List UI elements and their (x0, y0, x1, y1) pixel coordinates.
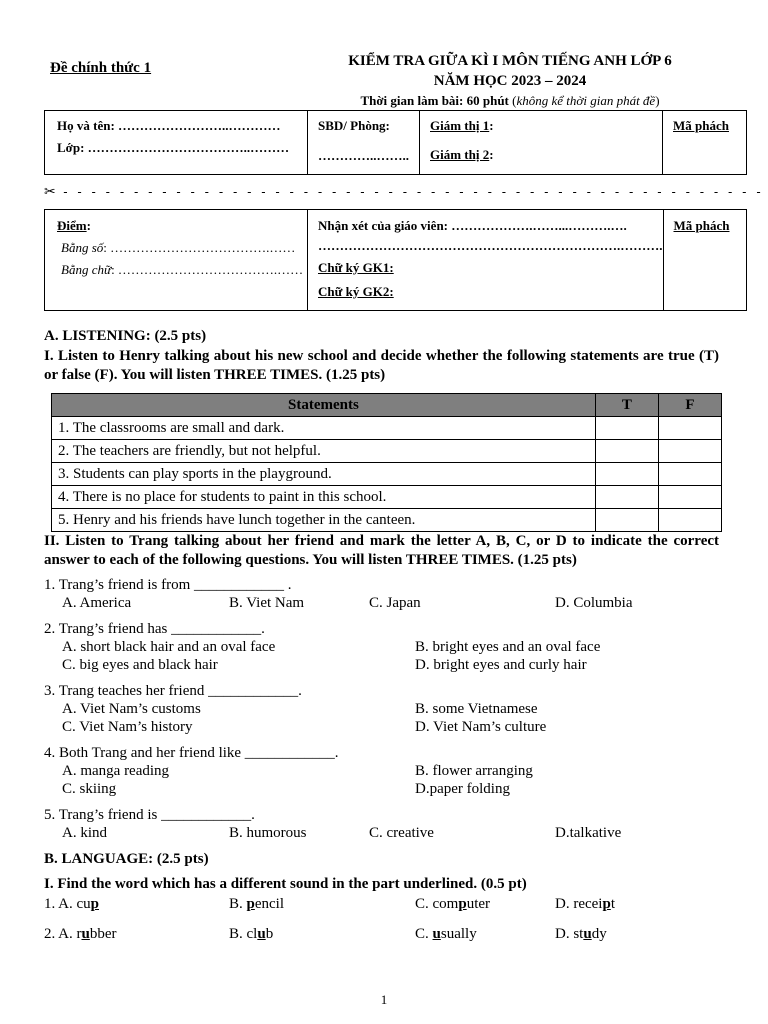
pron-q1-option-c[interactable]: C. computer (415, 896, 491, 912)
student-info-box (44, 110, 747, 175)
table-row (52, 486, 722, 509)
question-5: 5. Trang’s friend is ____________. (44, 807, 255, 823)
pron-q2-option-c[interactable]: C. usually (415, 926, 477, 942)
score-number-field[interactable]: Bằng số: ……………………………….…… (61, 240, 296, 255)
section-b-part-1-instruction: I. Find the word which has a different sound in the part underlined. (0.5 pt) (44, 876, 527, 892)
q2-option-d[interactable]: D. bright eyes and curly hair (415, 657, 587, 673)
table-row (52, 509, 722, 532)
question-3: 3. Trang teaches her friend ____________. (44, 683, 302, 699)
true-cell[interactable] (595, 417, 658, 440)
exam-title: KIỂM TRA GIỮA KÌ I MÔN TIẾNG ANH LỚP 6 (348, 53, 672, 69)
q4-option-c[interactable]: C. skiing (62, 781, 117, 797)
q3-option-d[interactable]: D. Viet Nam’s culture (415, 719, 547, 735)
false-cell[interactable] (658, 417, 721, 440)
pron-q2-option-b[interactable]: B. club (229, 926, 274, 942)
q5-option-c[interactable]: C. creative (369, 825, 434, 841)
header-false: F (658, 394, 721, 417)
true-cell[interactable] (595, 440, 658, 463)
student-class-field[interactable]: Lớp: ………………………………..……… (57, 140, 290, 155)
false-cell[interactable] (658, 486, 721, 509)
duration-paren-open: ( (512, 93, 517, 108)
false-cell[interactable] (658, 440, 721, 463)
statement-text: 4. There is no place for students to paint in this school. (52, 486, 596, 509)
q2-option-a[interactable]: A. short black hair and an oval face (62, 639, 276, 655)
pron-q1-option-b[interactable]: B. pencil (229, 896, 285, 912)
statement-text: 5. Henry and his friends have lunch together in the canteen. (52, 509, 596, 532)
q1-option-c[interactable]: C. Japan (369, 595, 421, 611)
duration-paren-close: ) (655, 93, 660, 108)
teacher-comment-line2[interactable]: …………………………………………………………….………. (318, 238, 663, 253)
school-year: NĂM HỌC 2023 – 2024 (433, 73, 587, 89)
statements-table (51, 393, 722, 532)
teacher-comment-field[interactable]: Nhận xét của giáo viên: ……………….……...……….…. (318, 218, 627, 233)
false-cell[interactable] (658, 509, 721, 532)
true-cell[interactable] (595, 509, 658, 532)
pron-q2-option-a[interactable]: 2. A. rubber (44, 926, 117, 942)
table-row (52, 440, 722, 463)
statement-text: 3. Students can play sports in the playground. (52, 463, 596, 486)
question-2: 2. Trang’s friend has ____________. (44, 621, 265, 637)
exam-duration (300, 93, 720, 109)
q4-option-b[interactable]: B. flower arranging (415, 763, 533, 779)
q1-option-d[interactable]: D. Columbia (555, 595, 633, 611)
statement-text: 2. The teachers are friendly, but not helpful. (52, 440, 596, 463)
header-statements: Statements (52, 394, 596, 417)
duration-note: không kể thời gian phát đề (516, 93, 656, 108)
exam-label: Đề chính thức 1 (50, 60, 152, 76)
q4-option-a[interactable]: A. manga reading (62, 763, 170, 779)
pron-q1-option-a[interactable]: 1. A. cup (44, 896, 100, 912)
score-label: Điểm: (57, 218, 91, 233)
table-row (52, 417, 722, 440)
proctor-2-label: Giám thị 2: (430, 147, 494, 162)
duration-text: Thời gian làm bài: 60 phút (360, 93, 509, 108)
grader-1-signature: Chữ ký GK1: (318, 260, 394, 275)
page-number: 1 (380, 992, 388, 1007)
sbd-room-field[interactable]: …………..…….. (318, 148, 409, 163)
grader-2-signature: Chữ ký GK2: (318, 284, 394, 299)
pron-q2-option-d[interactable]: D. study (555, 926, 607, 942)
q2-option-c[interactable]: C. big eyes and black hair (62, 657, 218, 673)
score-box (44, 209, 747, 311)
q4-option-d[interactable]: D.paper folding (415, 781, 510, 797)
question-1: 1. Trang’s friend is from ____________ . (44, 577, 292, 593)
section-b-title: B. LANGUAGE: (2.5 pts) (44, 851, 209, 867)
student-name-field[interactable]: Họ và tên: ……………………..………… (57, 118, 281, 133)
cut-line (44, 184, 764, 201)
q1-option-b[interactable]: B. Viet Nam (229, 595, 305, 611)
header-true: T (595, 394, 658, 417)
question-4: 4. Both Trang and her friend like ____________. (44, 745, 339, 761)
q3-option-a[interactable]: A. Viet Nam’s customs (62, 701, 201, 717)
true-cell[interactable] (595, 463, 658, 486)
sbd-room-label: SBD/ Phòng: (318, 118, 390, 133)
false-cell[interactable] (658, 463, 721, 486)
scissors-icon: ✂ (44, 184, 58, 200)
cut-dashes: - - - - - - - - - - - - - - - - - - - - - - - - - - - - - - - - - - - - - - - - - - - - - - - - - - (63, 185, 764, 199)
q5-option-a[interactable]: A. kind (62, 825, 107, 841)
statement-text: 1. The classrooms are small and dark. (52, 417, 596, 440)
table-row (52, 463, 722, 486)
q1-option-a[interactable]: A. America (62, 595, 132, 611)
score-words-field[interactable]: Bằng chữ: ……………………………….…… (61, 262, 304, 277)
q3-option-b[interactable]: B. some Vietnamese (415, 701, 538, 717)
q5-option-b[interactable]: B. humorous (229, 825, 307, 841)
q2-option-b[interactable]: B. bright eyes and an oval face (415, 639, 601, 655)
secret-code-label-2: Mã phách (673, 218, 730, 233)
section-a-title: A. LISTENING: (2.5 pts) (44, 328, 207, 344)
q3-option-c[interactable]: C. Viet Nam’s history (62, 719, 193, 735)
table-header-row (52, 394, 722, 417)
part-1-instruction: I. Listen to Henry talking about his new school and decide whether the following statements are true (T) or false (F). You will listen THREE TIMES. (1.25 pts) (44, 348, 719, 383)
proctor-1-label: Giám thị 1: (430, 118, 494, 133)
pron-q1-option-d[interactable]: D. receipt (555, 896, 615, 912)
secret-code-label: Mã phách (673, 118, 729, 133)
part-2-instruction: II. Listen to Trang talking about her friend and mark the letter A, B, C, or D to indicate the correct answer to each of the following questions. You will listen THREE TIMES. (1.25 pts) (44, 533, 719, 568)
true-cell[interactable] (595, 486, 658, 509)
q5-option-d[interactable]: D.talkative (555, 825, 622, 841)
